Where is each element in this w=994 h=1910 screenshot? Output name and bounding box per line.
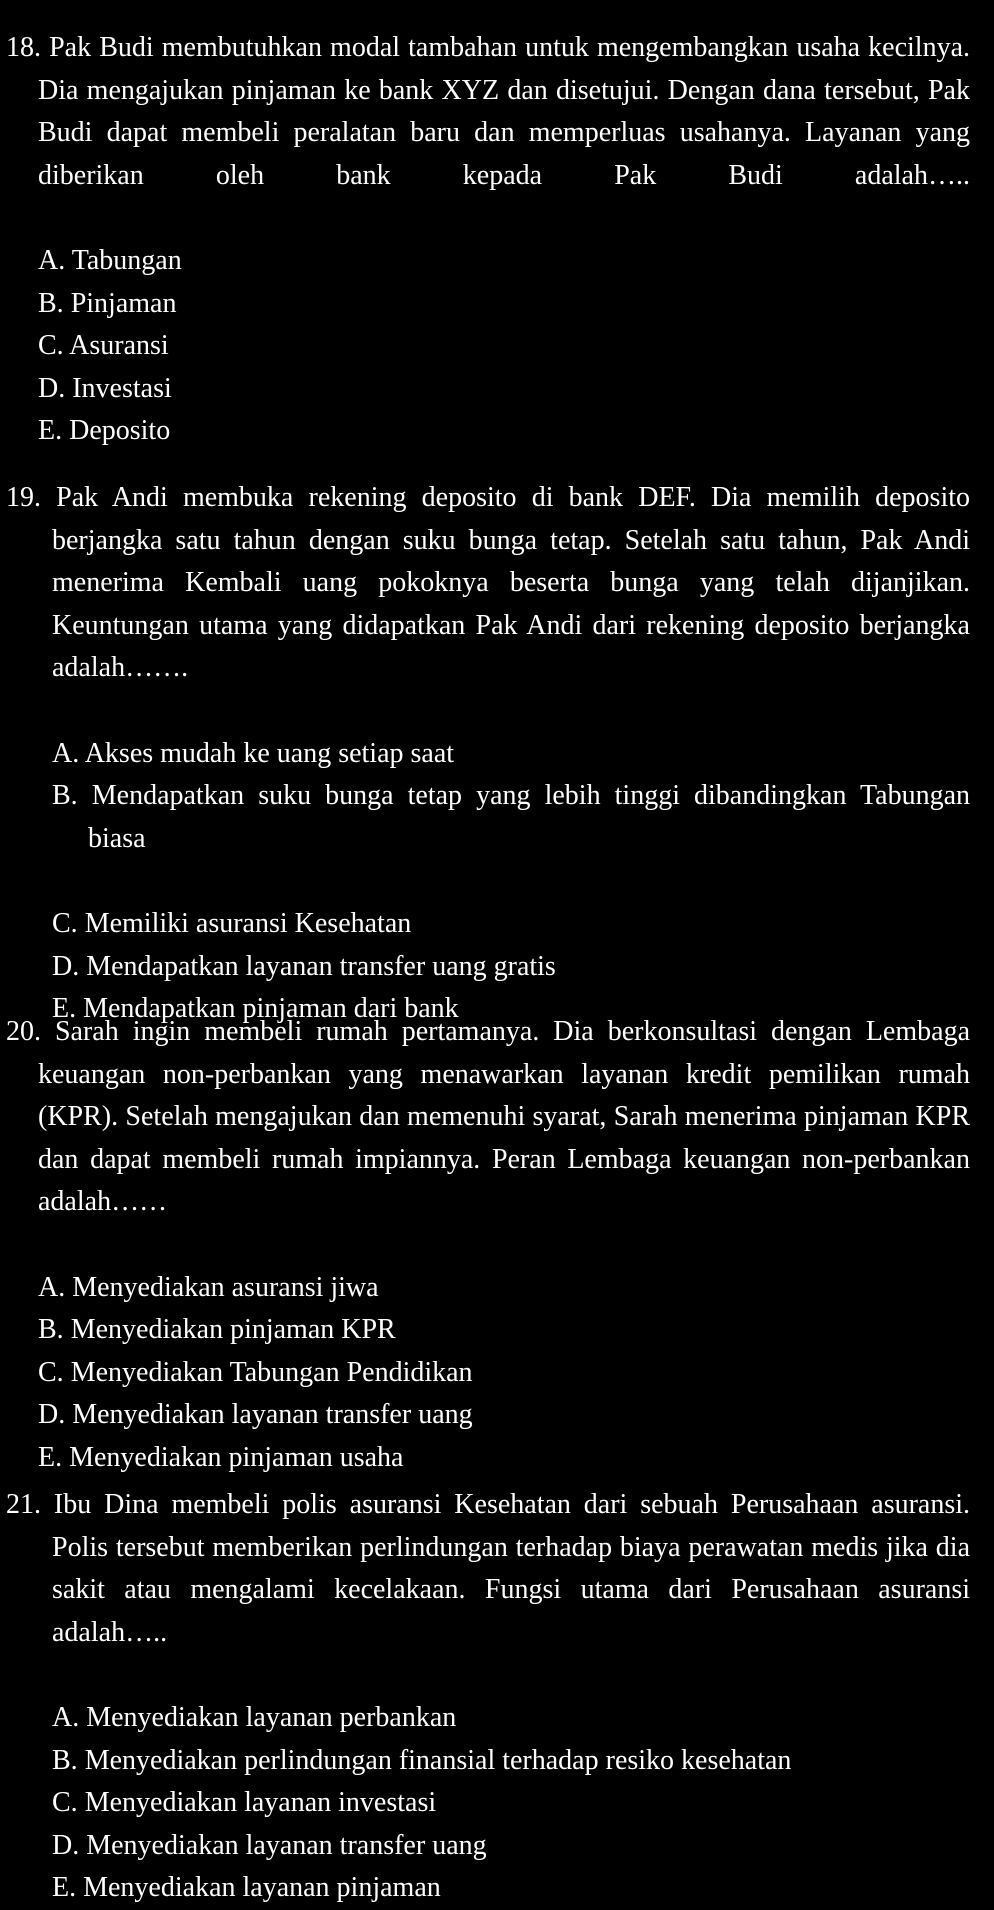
- option-text: Memiliki asuransi Kesehatan: [84, 907, 412, 939]
- option-letter: E.: [38, 1441, 63, 1473]
- option-text: Menyediakan layanan pinjaman: [83, 1872, 441, 1904]
- option-letter: E.: [52, 1872, 77, 1904]
- option-b[interactable]: [0, 1309, 994, 1352]
- option-letter: A.: [38, 244, 66, 276]
- option-letter: D.: [38, 1399, 66, 1431]
- option-letter: A.: [38, 1271, 66, 1303]
- option-letter: B.: [52, 780, 78, 812]
- option-text: Menyediakan pinjaman usaha: [69, 1441, 404, 1473]
- option-d[interactable]: [0, 1394, 994, 1437]
- question-18: [0, 27, 994, 453]
- question-number: 20.: [6, 1016, 41, 1047]
- option-letter: A.: [52, 1701, 80, 1733]
- answer-options: [0, 733, 994, 1031]
- question-text: Ibu Dina membeli polis asuransi Kesehatan dari sebuah Perusahaan asuransi. Polis tersebut memberikan perlindungan terhadap biaya perawatan medis jika dia sakit atau mengalami kecelakaan. Fungsi utama dari Perusahaan asuransi adalah…..: [52, 1489, 971, 1648]
- option-text: Mendapatkan pinjaman dari bank: [83, 993, 459, 1025]
- option-letter: E.: [38, 415, 63, 447]
- option-c[interactable]: [0, 903, 994, 946]
- option-text: Menyediakan layanan transfer uang: [86, 1829, 487, 1861]
- question-stem: [0, 1011, 994, 1267]
- option-letter: C.: [52, 907, 78, 939]
- option-b[interactable]: [0, 775, 994, 903]
- question-20: [0, 1011, 994, 1480]
- option-letter: C.: [38, 330, 64, 362]
- question-text: Sarah ingin membeli rumah pertamanya. Dia berkonsultasi dengan Lembaga keuangan non-perbankan yang menawarkan layanan kredit pemilikan rumah (KPR). Setelah mengajukan dan memenuhi syarat, Sarah menerima pinjaman KPR dan dapat membeli rumah impiannya. Peran Lembaga keuangan non-perbankan adalah……: [38, 1016, 970, 1218]
- option-text: Menyediakan layanan perbankan: [86, 1701, 457, 1733]
- option-letter: B.: [38, 1314, 64, 1346]
- option-e[interactable]: [0, 1867, 994, 1910]
- question-number: 19.: [6, 482, 41, 513]
- option-text: Mendapatkan layanan transfer uang gratis: [86, 950, 556, 982]
- option-text: Mendapatkan suku bunga tetap yang lebih tinggi dibandingkan Tabungan biasa: [88, 780, 970, 854]
- option-letter: C.: [52, 1787, 78, 1819]
- option-text: Tabungan: [71, 244, 182, 276]
- option-text: Pinjaman: [70, 287, 177, 319]
- option-letter: B.: [52, 1744, 78, 1776]
- option-letter: B.: [38, 287, 64, 319]
- option-text: Menyediakan asuransi jiwa: [72, 1271, 379, 1303]
- option-d[interactable]: [0, 1825, 994, 1868]
- question-number: 21.: [6, 1489, 41, 1520]
- option-d[interactable]: [0, 946, 994, 989]
- question-number: 18.: [6, 32, 41, 63]
- option-letter: D.: [52, 1829, 80, 1861]
- option-b[interactable]: [0, 283, 994, 326]
- option-text: Menyediakan layanan transfer uang: [72, 1399, 473, 1431]
- option-e[interactable]: [0, 1437, 994, 1480]
- option-text: Deposito: [69, 415, 171, 447]
- answer-options: [0, 1697, 994, 1910]
- option-letter: A.: [52, 737, 80, 769]
- option-a[interactable]: [0, 240, 994, 283]
- option-text: Menyediakan Tabungan Pendidikan: [70, 1356, 473, 1388]
- option-a[interactable]: [0, 1697, 994, 1740]
- question-stem: [0, 477, 994, 733]
- option-text: Menyediakan pinjaman KPR: [70, 1314, 396, 1346]
- option-text: Akses mudah ke uang setiap saat: [84, 737, 455, 769]
- option-a[interactable]: [0, 1267, 994, 1310]
- option-letter: D.: [38, 372, 66, 404]
- question-21: [0, 1484, 994, 1910]
- question-text: Pak Andi membuka rekening deposito di bank DEF. Dia memilih deposito berjangka satu tahun dengan suku bunga tetap. Setelah satu tahun, Pak Andi menerima Kembali uang pokoknya beserta bunga yang telah dijanjikan. Keuntungan utama yang didapatkan Pak Andi dari rekening deposito berjangka adalah…….: [52, 482, 970, 684]
- option-b[interactable]: [0, 1740, 994, 1783]
- answer-options: [0, 1267, 994, 1480]
- option-letter: D.: [52, 950, 80, 982]
- option-letter: E.: [52, 993, 77, 1025]
- option-text: Investasi: [72, 372, 172, 404]
- option-text: Menyediakan perlindungan finansial terhadap resiko kesehatan: [84, 1744, 792, 1776]
- option-text: Menyediakan layanan investasi: [84, 1787, 437, 1819]
- option-text: Asuransi: [69, 330, 169, 362]
- option-letter: C.: [38, 1356, 64, 1388]
- option-e[interactable]: [0, 410, 994, 453]
- question-stem: [0, 1484, 994, 1697]
- option-c[interactable]: [0, 1782, 994, 1825]
- answer-options: [0, 240, 994, 453]
- option-c[interactable]: [0, 1352, 994, 1395]
- option-d[interactable]: [0, 368, 994, 411]
- question-stem: [0, 27, 994, 240]
- option-a[interactable]: [0, 733, 994, 776]
- option-c[interactable]: [0, 325, 994, 368]
- question-text: Pak Budi membutuhkan modal tambahan untuk mengembangkan usaha kecilnya. Dia mengajukan pinjaman ke bank XYZ dan disetujui. Dengan dana tersebut, Pak Budi dapat membeli peralatan baru dan memperluas usahanya. Layanan yang diberikan oleh bank kepada Pak Budi adalah…..: [38, 32, 971, 191]
- question-19: [0, 477, 994, 1031]
